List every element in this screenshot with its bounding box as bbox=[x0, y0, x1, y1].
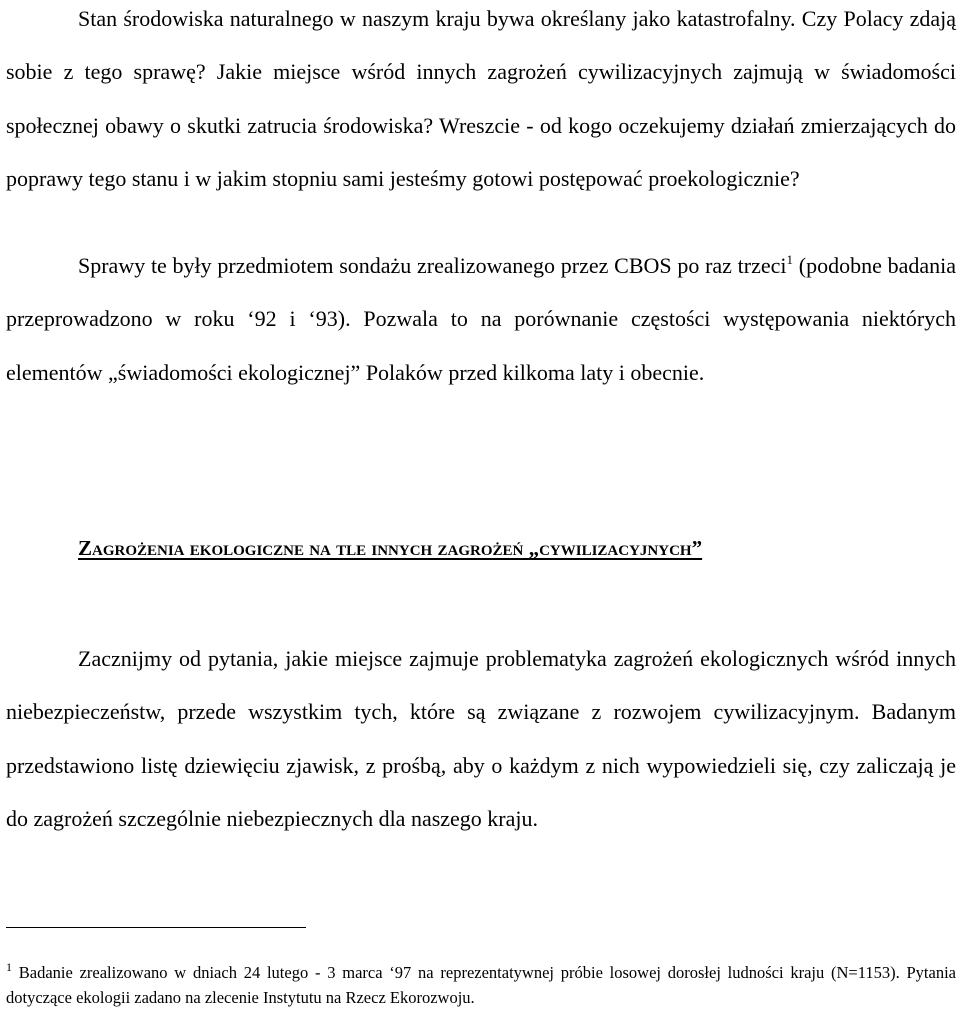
question-paragraph bbox=[6, 632, 956, 846]
footnote-number: 1 bbox=[6, 960, 12, 974]
survey-paragraph bbox=[6, 239, 956, 399]
footnote-text: Badanie zrealizowano w dniach 24 lutego - 3 marca ‘97 na reprezentatywnej próbie losowej dorosłej ludności kraju (N=1153). Pytania dotyczące ekologii zadano na zlecenie Instytutu na Rzecz Ekorozwoju. bbox=[6, 963, 956, 1007]
footnote bbox=[6, 960, 956, 1010]
footnote-separator bbox=[6, 927, 306, 928]
footnote-reference[interactable]: 1 bbox=[786, 252, 794, 267]
survey-paragraph-text-end: (podobne badania przeprowadzono w roku ‘92 i ‘93). Pozwala to na porównanie częstości występowania niektórych elementów „świadomości ekologicznej” Polaków przed kilkoma laty i obecnie. bbox=[6, 253, 956, 385]
intro-paragraph-text: Stan środowiska naturalnego w naszym kraju bywa określany jako katastrofalny. Czy Polacy zdają sobie z tego sprawę? Jakie miejsce wśród innych zagrożeń cywilizacyjnych zajmują w świadomości społecznej obawy o skutki zatrucia środowiska? Wreszcie - od kogo oczekujemy działań zmierzających do poprawy tego stanu i w jakim stopniu sami jesteśmy gotowi postępować proekologicznie? bbox=[6, 6, 956, 192]
question-paragraph-text: Zacznijmy od pytania, jakie miejsce zajmuje problematyka zagrożeń ekologicznych wśród innych niebezpieczeństw, przede wszystkim tych, które są związane z rozwojem cywilizacyjnym. Badanym przedstawiono listę dziewięciu zjawisk, z prośbą, aby o każdym z nich wypowiedzieli się, czy zaliczają je do zagrożeń szczególnie niebezpiecznych dla naszego kraju. bbox=[6, 646, 956, 832]
survey-paragraph-text-start: Sprawy te były przedmiotem sondażu zrealizowanego przez CBOS po raz trzeci bbox=[78, 253, 787, 278]
intro-paragraph bbox=[6, 0, 956, 206]
section-heading: Zagrożenia ekologiczne na tle innych zagrożeń „cywilizacyjnych” bbox=[78, 536, 703, 560]
